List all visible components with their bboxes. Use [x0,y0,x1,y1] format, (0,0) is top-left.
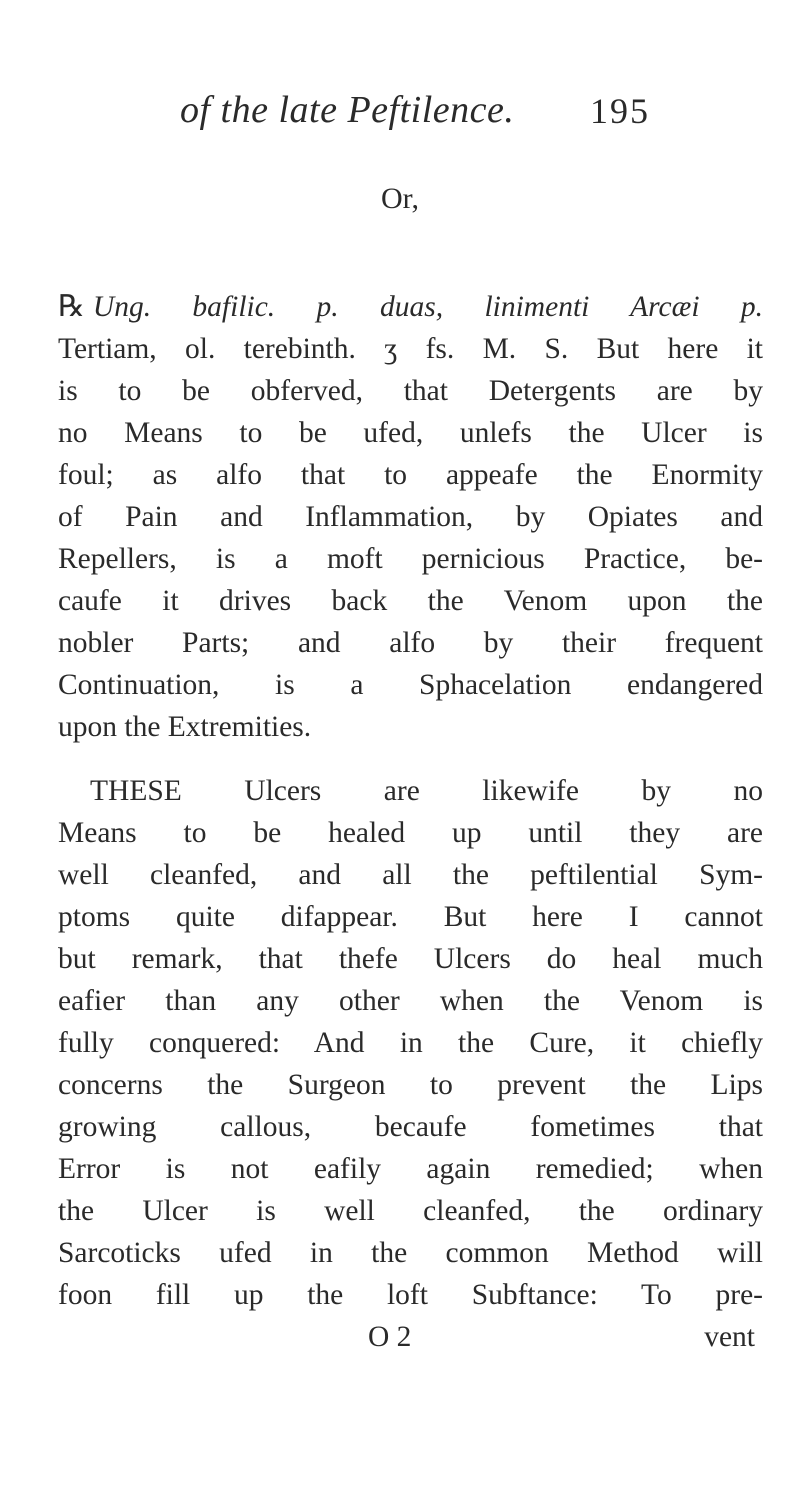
text-line: ptoms quite difappear. But here I cannot [58,901,763,933]
text-line: Sarcoticks ufed in the common Method will [58,1237,763,1269]
signature-mark: O 2 [368,1321,412,1353]
text-line: Error is not eafily again remedied; when [58,1153,763,1185]
text-line: is to be obferved, that Detergents are by [58,375,763,407]
text-line: but remark, that thefe Ulcers do heal much [58,943,763,975]
text-line: of Pain and Inflammation, by Opiates and [58,501,763,533]
paragraph-prescription [58,286,763,748]
page-footer [58,1316,763,1358]
text-line: concerns the Surgeon to prevent the Lips [58,1069,763,1101]
text-line: ℞ Ung. bafilic. p. duas, linimenti Arcæi p. [58,290,763,323]
page-number: 195 [590,91,650,131]
text-line: caufe it drives back the Venom upon the [58,585,763,617]
text-line: Means to be healed up until they are [58,817,763,849]
or-heading: Or, [381,182,419,215]
recipe-symbol: ℞ [58,290,85,323]
text-line: well cleanfed, and all the peftilential Sym- [58,859,763,891]
page-header [180,88,650,138]
text-line: THESE Ulcers are likewife by no [90,775,763,807]
catchword: vent [704,1321,755,1353]
text-line: foul; as alfo that to appeafe the Enormity [58,459,763,491]
text-line: Tertiam, ol. terebinth. ʒ fs. M. S. But here it [58,333,763,365]
text-line: growing callous, becaufe fometimes that [58,1111,763,1143]
running-title: of the late Peftilence. [180,89,515,131]
text-line: Repellers, is a moft pernicious Practice, be- [58,543,763,575]
text-line: no Means to be ufed, unlefs the Ulcer is [58,417,763,449]
text-line: fully conquered: And in the Cure, it chiefly [58,1027,763,1059]
text-line: Continuation, is a Sphacelation endangered [58,669,763,701]
text-line: foon fill up the loft Subftance: To pre- [58,1279,763,1311]
text-line: upon the Extremities. [58,711,312,743]
text-line: the Ulcer is well cleanfed, the ordinary [58,1195,763,1227]
text-line: eafier than any other when the Venom is [58,985,763,1017]
text-line: nobler Parts; and alfo by their frequent [58,627,763,659]
paragraph-ulcers [58,770,763,1358]
